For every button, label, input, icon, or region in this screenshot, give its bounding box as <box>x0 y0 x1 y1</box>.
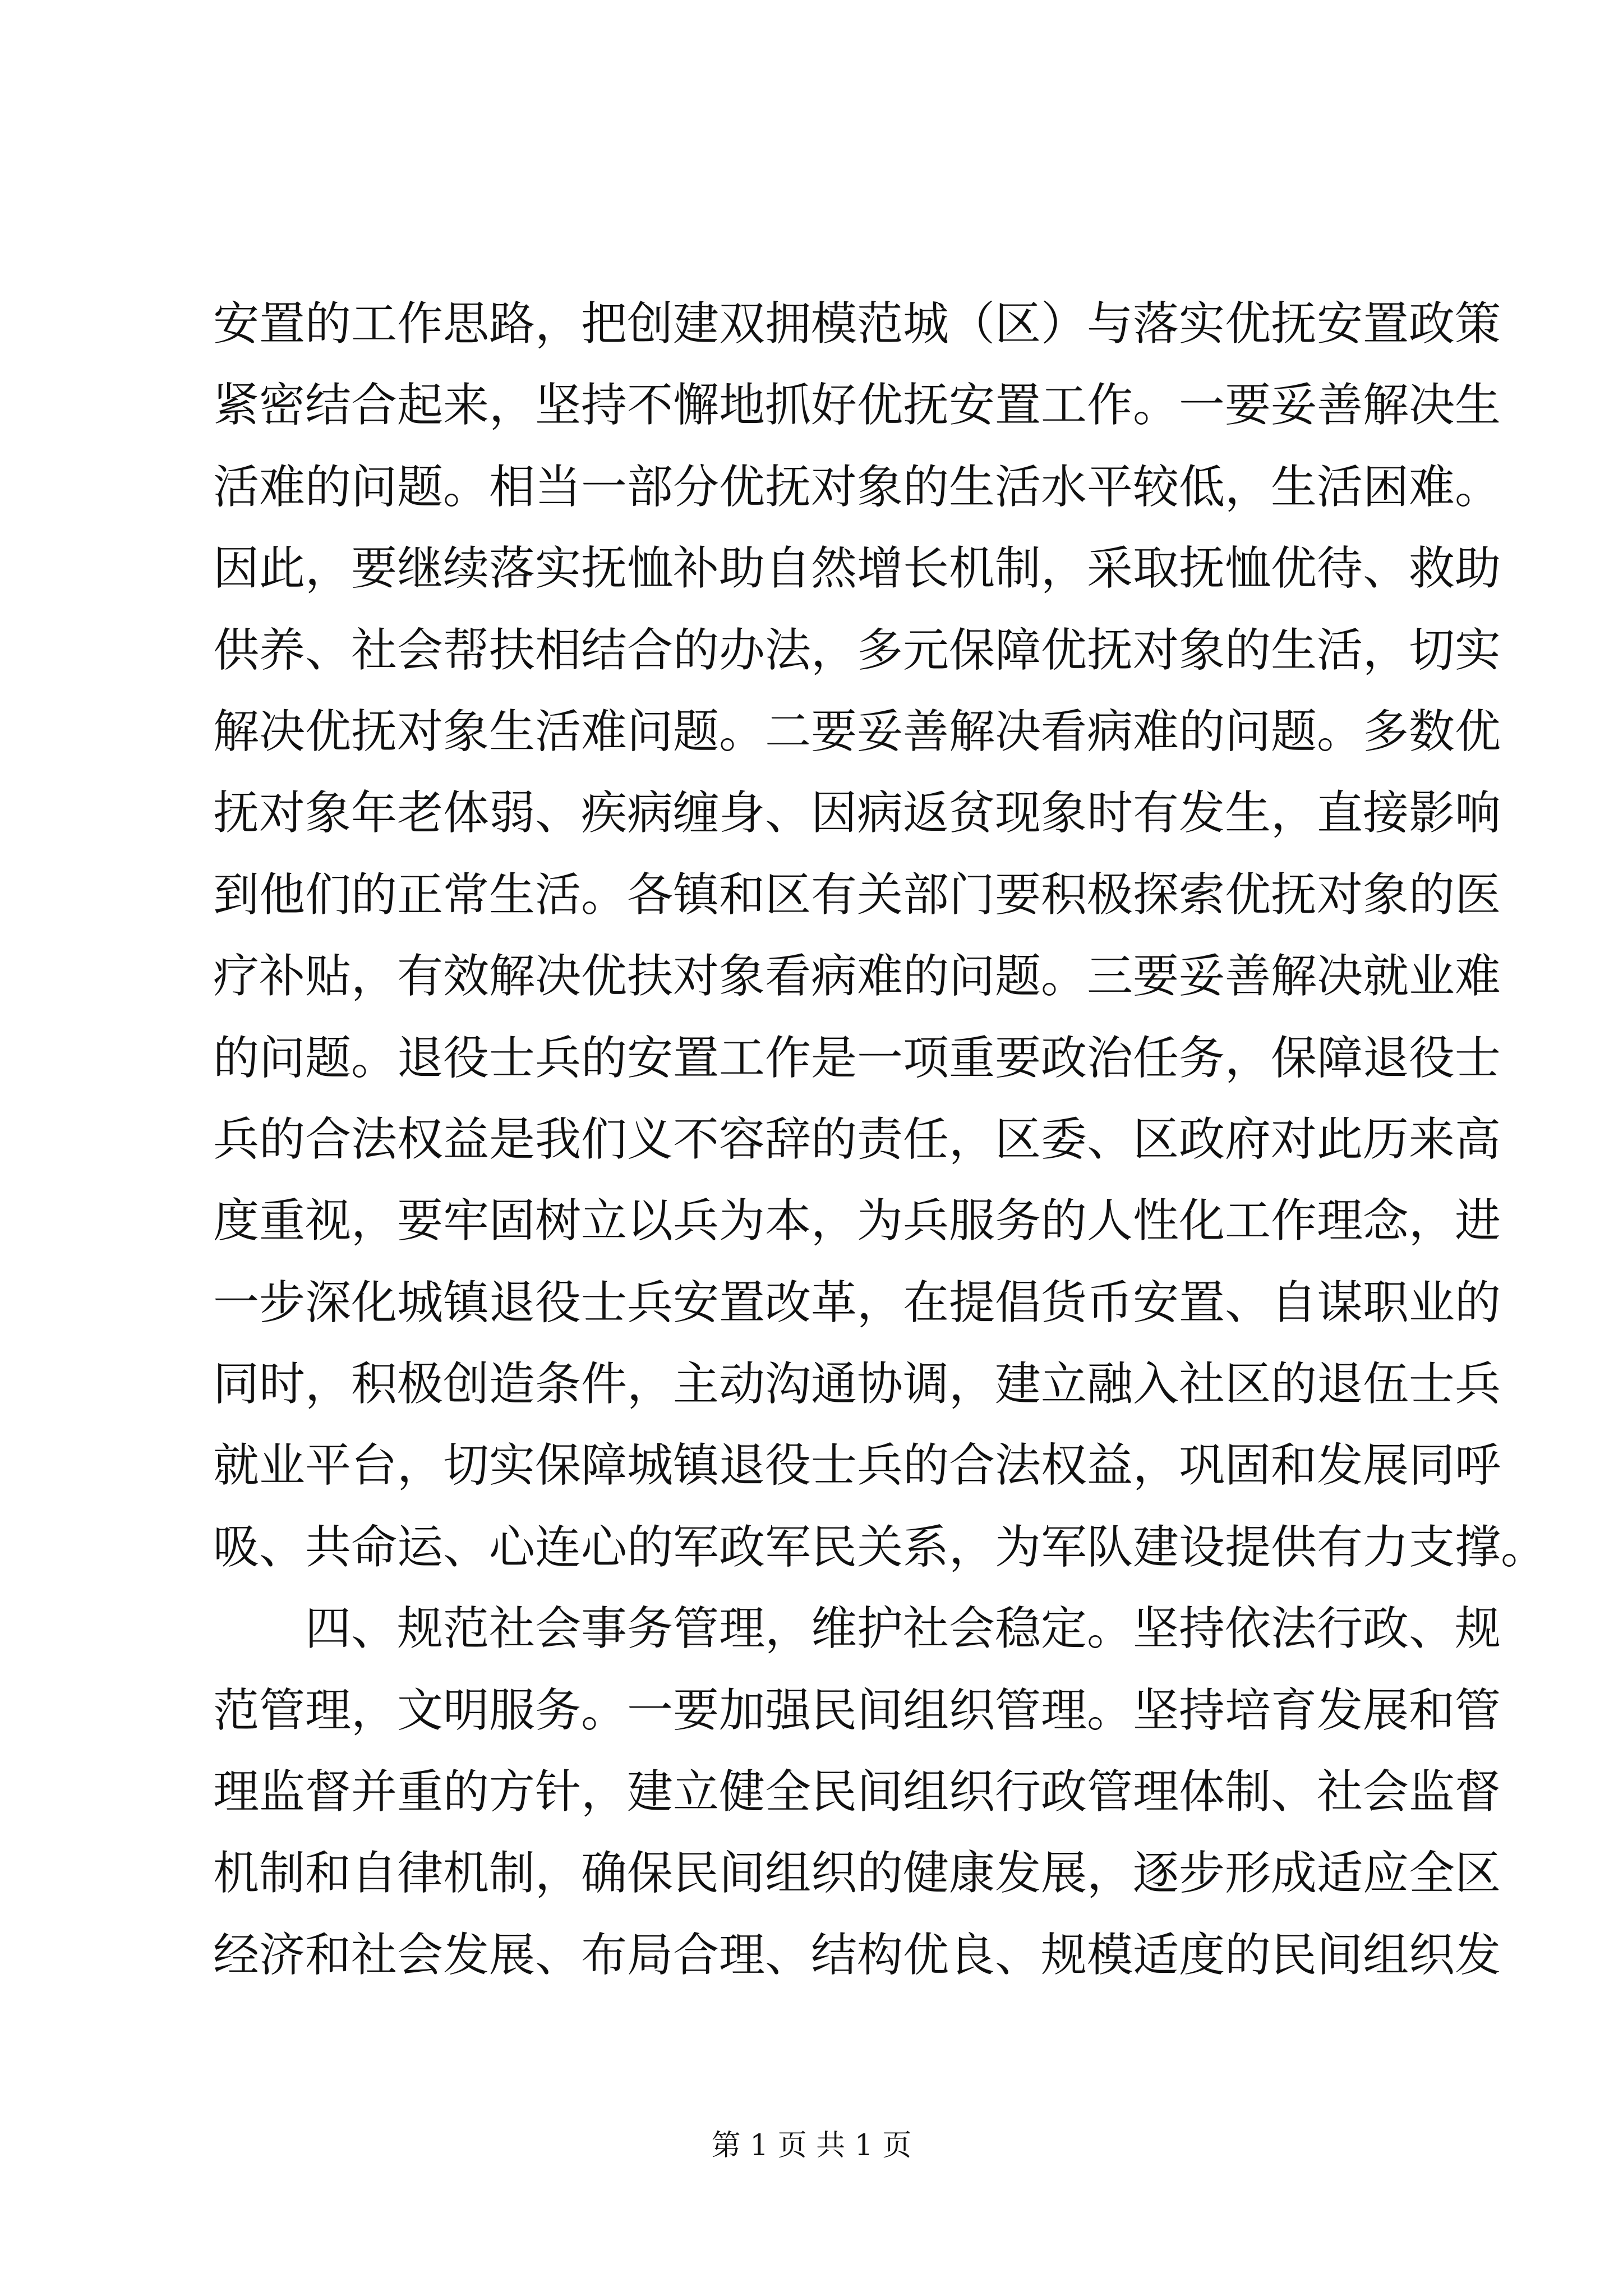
text-line: 活难的问题。相当一部分优抚对象的生活水平较低，生活困难。 <box>213 460 1501 514</box>
text-line: 兵的合法权益是我们义不容辞的责任，区委、区政府对此历来高 <box>213 1112 1501 1166</box>
text-line: 经济和社会发展、布局合理、结构优良、规模适度的民间组织发 <box>213 1928 1501 1982</box>
text-line: 范管理，文明服务。一要加强民间组织管理。坚持培育发展和管 <box>213 1683 1501 1737</box>
text-line: 四、规范社会事务管理，维护社会稳定。坚持依法行政、规 <box>305 1602 1501 1656</box>
document-body <box>213 283 1547 1996</box>
page-footer: 第 1 页 共 1 页 <box>711 2129 912 2162</box>
text-line: 同时，积极创造条件，主动沟通协调，建立融入社区的退伍士兵 <box>213 1358 1501 1411</box>
text-line: 理监督并重的方针，建立健全民间组织行政管理体制、社会监督 <box>213 1765 1501 1819</box>
text-line: 到他们的正常生活。各镇和区有关部门要积极探索优抚对象的医 <box>213 868 1501 922</box>
text-line: 度重视，要牢固树立以兵为本，为兵服务的人性化工作理念，进 <box>213 1194 1501 1248</box>
text-line: 因此，要继续落实抚恤补助自然增长机制，采取抚恤优待、救助 <box>213 542 1501 596</box>
text-line: 就业平台，切实保障城镇退役士兵的合法权益，巩固和发展同呼 <box>213 1439 1501 1493</box>
text-line: 供养、社会帮扶相结合的办法，多元保障优抚对象的生活，切实 <box>213 623 1501 677</box>
text-line: 抚对象年老体弱、疾病缠身、因病返贫现象时有发生，直接影响 <box>213 786 1501 840</box>
text-line: 紧密结合起来，坚持不懈地抓好优抚安置工作。一要妥善解决生 <box>213 379 1501 432</box>
text-line: 疗补贴，有效解决优扶对象看病难的问题。三要妥善解决就业难 <box>213 950 1501 1004</box>
text-line: 一步深化城镇退役士兵安置改革，在提倡货币安置、自谋职业的 <box>213 1276 1501 1329</box>
text-line: 解决优抚对象生活难问题。二要妥善解决看病难的问题。多数优 <box>213 705 1501 758</box>
text-line: 吸、共命运、心连心的军政军民关系，为军队建设提供有力支撑。 <box>213 1520 1547 1574</box>
text-line: 安置的工作思路，把创建双拥模范城（区）与落实优抚安置政策 <box>213 297 1501 351</box>
text-line: 的问题。退役士兵的安置工作是一项重要政治任务，保障退役士 <box>213 1031 1501 1085</box>
text-line: 机制和自律机制，确保民间组织的健康发展，逐步形成适应全区 <box>213 1847 1501 1901</box>
